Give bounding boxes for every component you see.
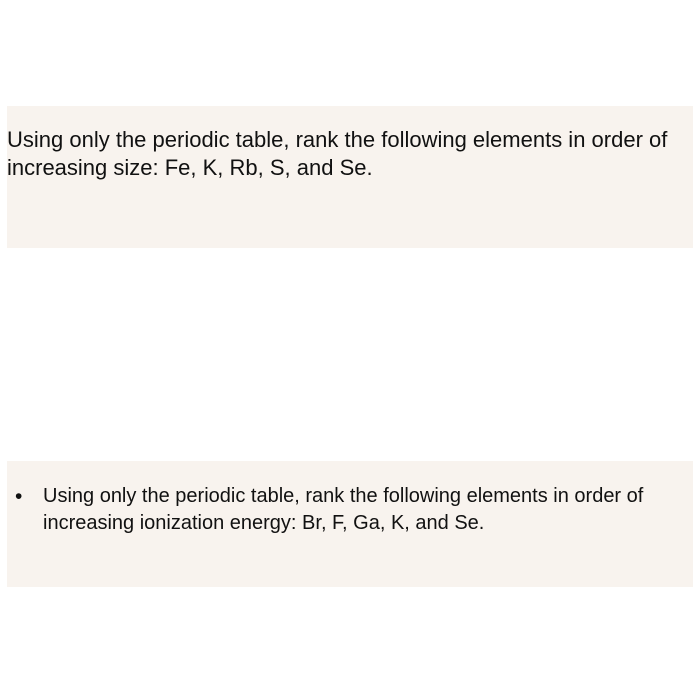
question-box-size (7, 106, 693, 248)
question-ionization-ranking: Using only the periodic table, rank the following elements in order of increasing ionization energy: Br, F, Ga, K, and Se. (43, 485, 644, 534)
question-size-ranking: Using only the periodic table, rank the following elements in order of increasing size: Fe, K, Rb, S, and Se. (7, 127, 668, 180)
question-box-ionization (7, 461, 693, 587)
bullet-list-item (7, 483, 693, 537)
bullet-icon: • (15, 485, 23, 508)
